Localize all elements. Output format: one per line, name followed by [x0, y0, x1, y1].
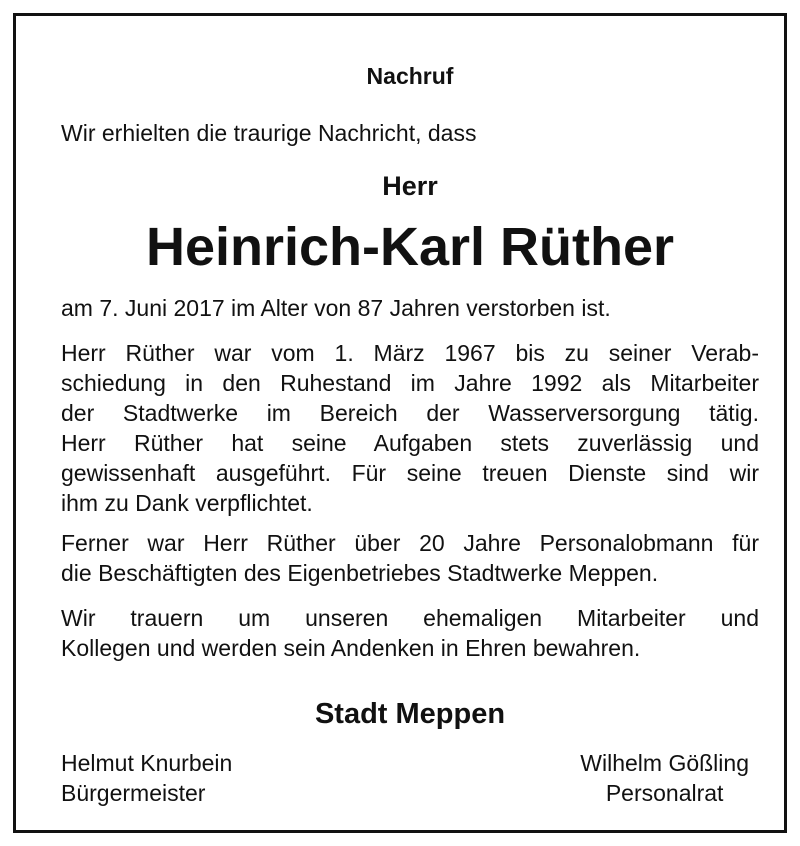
- death-date-line: am 7. Juni 2017 im Alter von 87 Jahren verstorben ist.: [61, 295, 611, 321]
- paragraph-line: gewissenhaft ausgeführt. Für seine treuen Dienste sind wir: [61, 460, 759, 486]
- paragraph-line: die Beschäftigten des Eigenbetriebes Stadtwerke Meppen.: [61, 560, 659, 586]
- organization-name: Stadt Meppen: [314, 698, 506, 730]
- signatory-role: Personalrat: [605, 780, 724, 806]
- paragraph-line: ihm zu Dank verpflichtet.: [61, 490, 313, 516]
- paragraph-line: schiedung in den Ruhestand im Jahre 1992 als Mitarbeiter: [61, 370, 759, 396]
- notice-heading: Nachruf: [366, 63, 454, 89]
- paragraph-representative: [61, 528, 759, 588]
- paragraph-line: Herr Rüther war vom 1. März 1967 bis zu seiner Verab-: [61, 340, 759, 366]
- paragraph-line: Ferner war Herr Rüther über 20 Jahre Personalobmann für: [61, 530, 759, 556]
- signatory-name: Wilhelm Gößling: [580, 750, 749, 776]
- signatory-right: [580, 748, 749, 808]
- paragraph-career: [61, 338, 759, 518]
- paragraph-line: Kollegen und werden sein Andenken in Ehren bewahren.: [61, 635, 641, 661]
- paragraph-mourning: [61, 603, 759, 663]
- signatory-name: Helmut Knurbein: [61, 750, 233, 776]
- paragraph-line: Herr Rüther hat seine Aufgaben stets zuverlässig und: [61, 430, 759, 456]
- intro-text: Wir erhielten die traurige Nachricht, dass: [61, 120, 477, 146]
- paragraph-line: Wir trauern um unseren ehemaligen Mitarbeiter und: [61, 605, 759, 631]
- salutation: Herr: [382, 171, 438, 201]
- paragraph-line: der Stadtwerke im Bereich der Wasserversorgung tätig.: [61, 400, 759, 426]
- signatory-role: Bürgermeister: [61, 780, 206, 806]
- signatory-left: [61, 748, 232, 808]
- notice-border: [13, 13, 787, 833]
- deceased-name: Heinrich-Karl Rüther: [145, 217, 675, 277]
